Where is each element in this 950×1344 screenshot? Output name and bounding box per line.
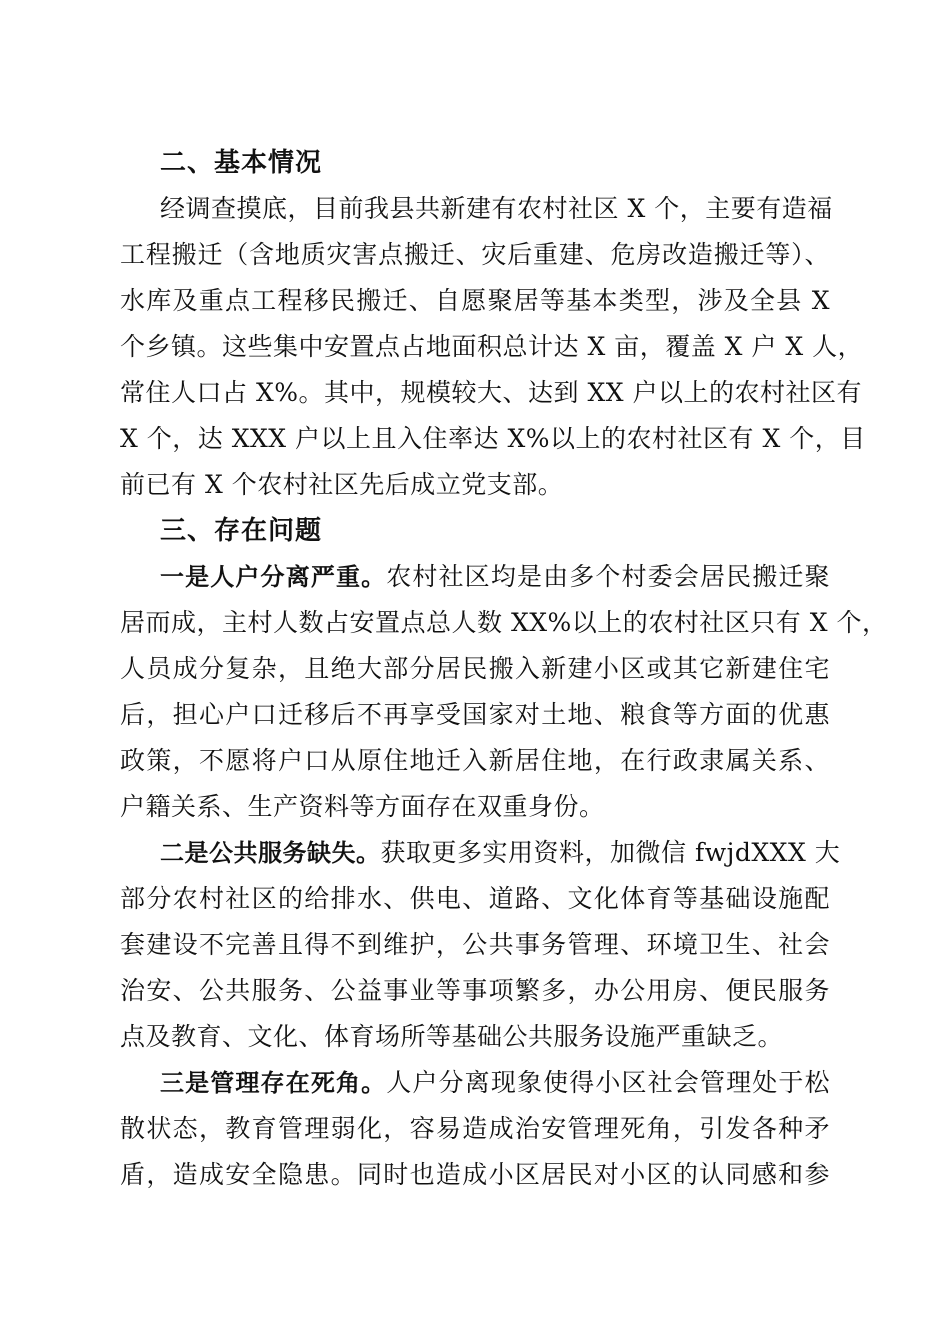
problem-text: 人户分离现象使得小区社会管理处于松 bbox=[386, 1068, 830, 1097]
paragraph-problem-1 bbox=[120, 554, 888, 830]
text-line bbox=[120, 1060, 830, 1106]
text-line: 居而成，主村人数占安置点总人数 XX%以上的农村社区只有 X 个， bbox=[120, 608, 888, 637]
text-line: 水库及重点工程移民搬迁、自愿聚居等基本类型，涉及全县 X bbox=[120, 286, 830, 315]
text-line: 常住人口占 X%。其中，规模较大、达到 XX 户以上的农村社区有 bbox=[120, 378, 862, 407]
problem-text: 农村社区均是由多个村委会居民搬迁聚 bbox=[386, 562, 830, 591]
text-line: 工程搬迁（含地质灾害点搬迁、灾后重建、危房改造搬迁等）、 bbox=[120, 240, 830, 269]
text-line: 经调查摸底，目前我县共新建有农村社区 X 个，主要有造福 bbox=[160, 194, 833, 223]
text-line: 治安、公共服务、公益事业等事项繁多，办公用房、便民服务 bbox=[120, 976, 830, 1005]
text-line bbox=[120, 830, 841, 876]
section-heading-basic-situation: 二、基本情况 bbox=[160, 148, 323, 178]
text-line: 人员成分复杂，且绝大部分居民搬入新建小区或其它新建住宅 bbox=[120, 654, 830, 683]
text-line: 点及教育、文化、体育场所等基础公共服务设施严重缺乏。 bbox=[120, 1022, 784, 1051]
text-line: X 个，达 XXX 户以上且入住率达 X%以上的农村社区有 X 个，目 bbox=[120, 424, 866, 453]
text-line: 盾，造成安全隐患。同时也造成小区居民对小区的认同感和参 bbox=[120, 1160, 830, 1189]
text-line: 部分农村社区的给排水、供电、道路、文化体育等基础设施配 bbox=[120, 884, 830, 913]
text-line: 前已有 X 个农村社区先后成立党支部。 bbox=[120, 470, 564, 499]
problem-lead: 三是管理存在死角。 bbox=[160, 1069, 387, 1097]
paragraph-problem-3 bbox=[120, 1060, 830, 1198]
text-line: 政策，不愿将户口从原住地迁入新居住地，在行政隶属关系、 bbox=[120, 746, 830, 775]
text-line: 个乡镇。这些集中安置点占地面积总计达 X 亩，覆盖 X 户 X 人， bbox=[120, 332, 864, 361]
section-heading-existing-problems: 三、存在问题 bbox=[160, 516, 323, 546]
text-line: 户籍关系、生产资料等方面存在双重身份。 bbox=[120, 792, 605, 821]
document-body bbox=[120, 140, 888, 1198]
problem-lead: 二是公共服务缺失。 bbox=[160, 839, 381, 867]
text-line: 后，担心户口迁移后不再享受国家对土地、粮食等方面的优惠 bbox=[120, 700, 830, 729]
text-line bbox=[120, 554, 830, 600]
text-line: 散状态，教育管理弱化，容易造成治安管理死角，引发各种矛 bbox=[120, 1114, 830, 1143]
text-line: 套建设不完善且得不到维护，公共事务管理、环境卫生、社会 bbox=[120, 930, 830, 959]
paragraph-basic-situation bbox=[120, 186, 866, 508]
problem-lead: 一是人户分离严重。 bbox=[160, 563, 387, 591]
problem-text: 获取更多实用资料，加微信 fwjdXXX 大 bbox=[380, 838, 841, 867]
paragraph-problem-2 bbox=[120, 830, 841, 1060]
